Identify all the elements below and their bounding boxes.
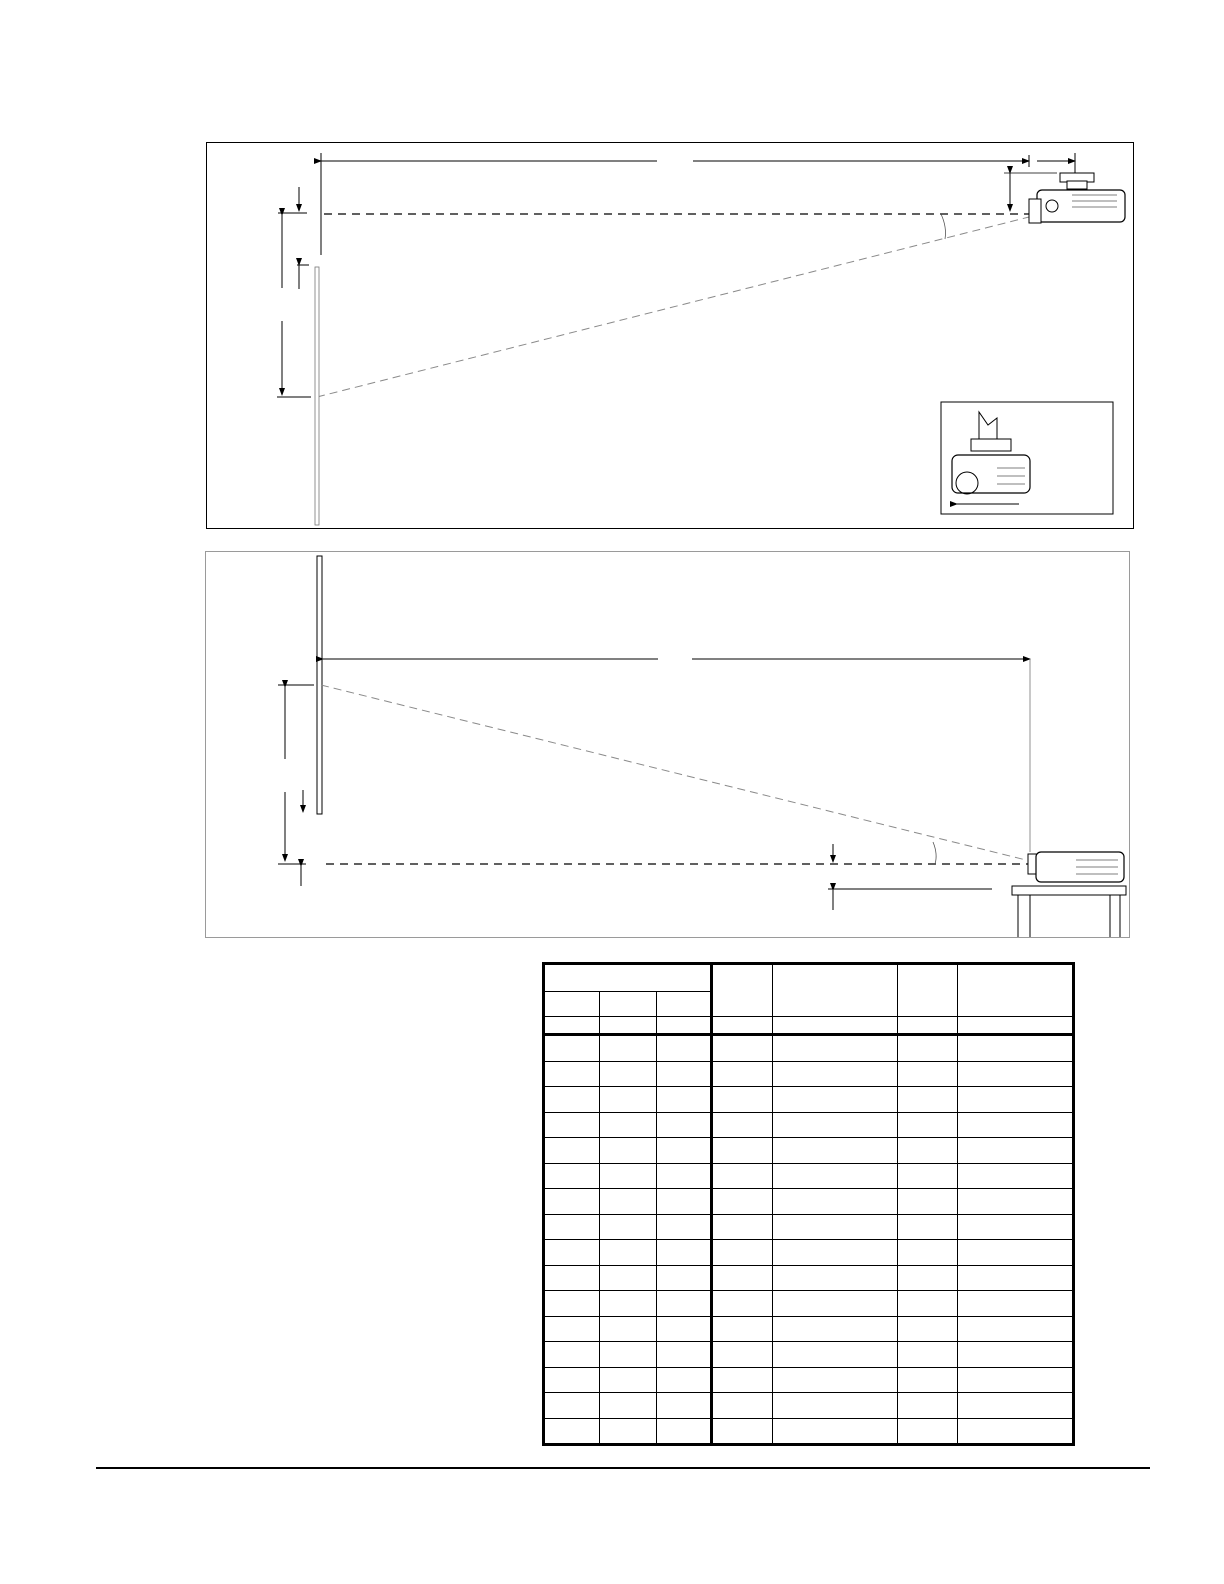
table-cell [657,1265,712,1291]
unit-cell [657,1017,712,1035]
table-icon [1012,886,1126,937]
table-row [544,1418,1074,1445]
throw-distance-table [542,962,1075,1446]
table-cell [600,1087,657,1113]
table-cell [898,1342,958,1368]
table-row [544,1214,1074,1240]
table-cell [958,1138,1074,1164]
table-cell [600,1061,657,1087]
table-row [544,1189,1074,1215]
table-cell [773,1163,898,1189]
screen-size-group-header [544,964,712,992]
table-cell [712,1138,773,1164]
table-cell [600,1163,657,1189]
table-cell [773,1265,898,1291]
table-row [544,1367,1074,1393]
table-body [544,1035,1074,1445]
table-row [544,1035,1074,1062]
table-cell [773,1240,898,1266]
table-header-row [544,964,1074,992]
ceiling-mount-drawing [207,143,1132,527]
table-cell [898,1163,958,1189]
table-cell [600,1112,657,1138]
table-cell [600,1316,657,1342]
table-row [544,1393,1074,1419]
table-mount-drawing [206,552,1129,937]
table-cell [657,1316,712,1342]
table-cell [898,1189,958,1215]
table-cell [600,1418,657,1445]
table-cell [544,1291,600,1317]
table-cell [600,1240,657,1266]
table-cell [600,1189,657,1215]
table-cell [544,1138,600,1164]
table-row [544,1061,1074,1087]
table-cell [773,1291,898,1317]
table-cell [600,1138,657,1164]
unit-cell [773,1017,898,1035]
table-cell [544,1418,600,1445]
table-cell [773,1112,898,1138]
table-cell [898,1035,958,1062]
table-cell [898,1214,958,1240]
table-row [544,1342,1074,1368]
table-cell [712,1367,773,1393]
table-row [544,1265,1074,1291]
table-cell [712,1393,773,1419]
table-cell [958,1265,1074,1291]
table-cell [657,1393,712,1419]
table-cell [898,1367,958,1393]
table-cell [958,1367,1074,1393]
table-cell [600,1342,657,1368]
table-cell [600,1214,657,1240]
projection-ray [317,217,1029,397]
table-cell [958,1342,1074,1368]
table-cell [657,1087,712,1113]
table-cell [544,1035,600,1062]
table-cell [712,1342,773,1368]
table-cell [958,1316,1074,1342]
table-cell [958,1418,1074,1445]
table-cell [712,1418,773,1445]
table-cell [657,1367,712,1393]
table-cell [773,1367,898,1393]
table-cell [958,1035,1074,1062]
table-cell [898,1393,958,1419]
table-cell [544,1393,600,1419]
projection-screen [315,267,319,525]
table-cell [544,1240,600,1266]
projection-angle-arc [933,842,936,864]
table-row [544,1138,1074,1164]
table-cell [657,1189,712,1215]
table-cell [712,1087,773,1113]
table-cell [712,1163,773,1189]
column-header [712,964,773,1017]
table-cell [898,1291,958,1317]
table-cell [958,1189,1074,1215]
table-cell [712,1035,773,1062]
table-cell [544,1214,600,1240]
table-cell [600,1265,657,1291]
table-cell [958,1214,1074,1240]
table-cell [773,1214,898,1240]
ceiling-projector-icon [1029,173,1125,223]
column-header [657,992,712,1017]
table-row [544,1240,1074,1266]
table-cell [657,1035,712,1062]
table-cell [898,1265,958,1291]
table-cell [898,1061,958,1087]
table-cell [773,1316,898,1342]
table-cell [657,1061,712,1087]
table-cell [773,1189,898,1215]
table-cell [657,1214,712,1240]
column-header [773,964,898,1017]
table-cell [773,1061,898,1087]
table-cell [712,1265,773,1291]
table-cell [600,1367,657,1393]
table-cell [544,1265,600,1291]
unit-cell [600,1017,657,1035]
column-header [958,964,1074,1017]
table-cell [544,1163,600,1189]
ceiling-mount-diagram [206,142,1134,529]
unit-cell [898,1017,958,1035]
projection-ray [321,685,1030,861]
table-projector-icon [1028,852,1124,882]
table-cell [544,1316,600,1342]
unit-cell [712,1017,773,1035]
table-cell [712,1316,773,1342]
inset-lens-offset-detail [941,402,1113,514]
table-cell [773,1035,898,1062]
table-cell [712,1291,773,1317]
unit-cell [958,1017,1074,1035]
table-cell [773,1342,898,1368]
table-cell [898,1112,958,1138]
table-cell [958,1061,1074,1087]
table-cell [600,1393,657,1419]
table-cell [600,1291,657,1317]
table-cell [773,1138,898,1164]
table-row [544,1087,1074,1113]
table-cell [712,1214,773,1240]
table-row [544,1163,1074,1189]
table-cell [657,1342,712,1368]
table-row [544,1291,1074,1317]
table-cell [544,1342,600,1368]
table-cell [657,1418,712,1445]
table-cell [657,1163,712,1189]
table-row [544,1316,1074,1342]
footer-rule [96,1467,1150,1469]
table-cell [958,1112,1074,1138]
table-cell [958,1163,1074,1189]
table-cell [544,1189,600,1215]
table-cell [898,1138,958,1164]
table-cell [657,1112,712,1138]
table-cell [958,1393,1074,1419]
table-row [544,1112,1074,1138]
column-header [898,964,958,1017]
table-cell [773,1087,898,1113]
table-cell [657,1138,712,1164]
table-cell [958,1087,1074,1113]
table-cell [773,1393,898,1419]
projection-angle-arc [941,214,946,239]
table-unit-row [544,1017,1074,1035]
column-header [600,992,657,1017]
table-cell [544,1061,600,1087]
table-cell [958,1291,1074,1317]
table-cell [898,1316,958,1342]
table-cell [600,1035,657,1062]
table-cell [712,1240,773,1266]
table-cell [712,1061,773,1087]
table-cell [657,1291,712,1317]
table-cell [544,1087,600,1113]
table-cell [712,1189,773,1215]
table-cell [544,1367,600,1393]
column-header [544,992,600,1017]
table-cell [898,1240,958,1266]
table-cell [898,1418,958,1445]
table-cell [712,1112,773,1138]
table-cell [898,1087,958,1113]
table-cell [773,1418,898,1445]
unit-cell [544,1017,600,1035]
table-cell [958,1240,1074,1266]
table-mount-diagram [205,551,1130,938]
table-cell [544,1112,600,1138]
table-cell [657,1240,712,1266]
